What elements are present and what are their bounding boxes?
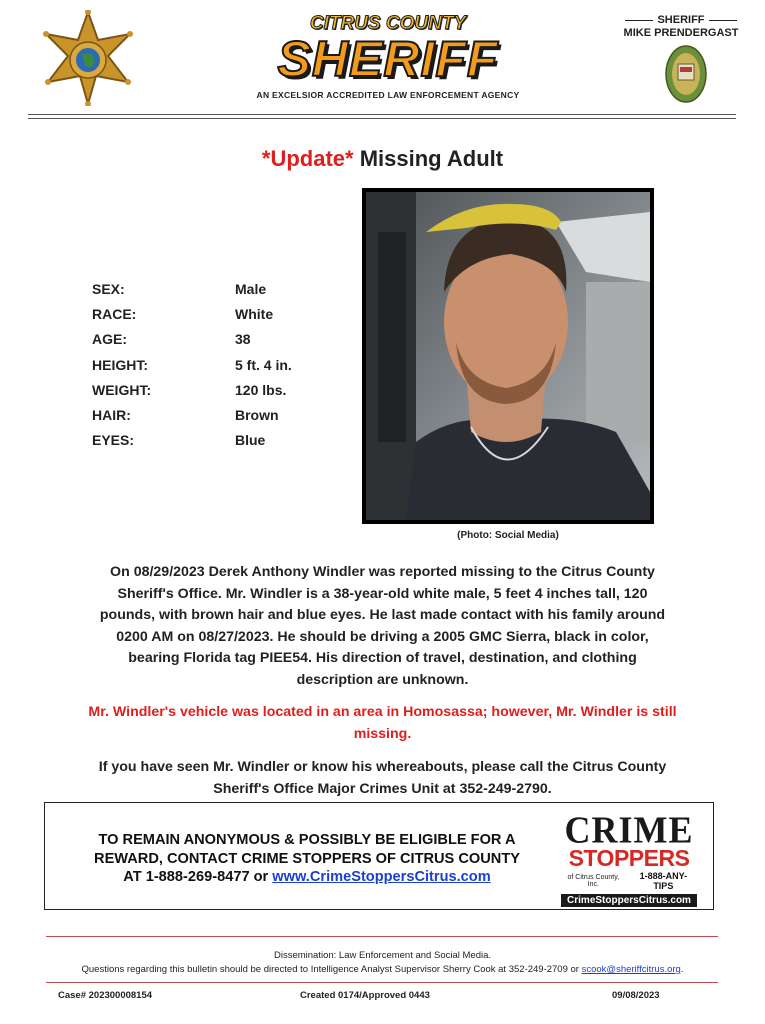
dissemination-text: Dissemination: Law Enforcement and Social Media. [273, 950, 492, 961]
divider [625, 20, 653, 21]
cs-line: REWARD, CONTACT CRIME STOPPERS OF CITRUS COUNTY [94, 850, 520, 867]
info-label: RACE: [92, 305, 137, 322]
info-value: 38 [235, 331, 251, 348]
crime-stoppers-logo [561, 809, 697, 906]
update-line: Mr. Windler's vehicle was located in an area in Homosassa; however, Mr. Windler is still [88, 704, 677, 720]
bulletin-date: 09/08/2023 [612, 990, 660, 1001]
title-text: Missing Adult [359, 146, 504, 171]
sheriff-seal-emblem [664, 44, 708, 104]
crime-stoppers-box [44, 802, 714, 910]
cs-line [67, 868, 547, 887]
logo-crime: CRIME [564, 809, 694, 851]
sheriff-label: SHERIFF [657, 14, 705, 26]
subject-photo [362, 188, 654, 524]
photo-credit: (Photo: Social Media) [457, 530, 559, 541]
info-row-height [92, 352, 292, 377]
info-value: Blue [235, 432, 266, 449]
email-link[interactable]: scook@sheriffcitrus.org [581, 964, 681, 975]
sheriff-star-badge [40, 10, 136, 106]
logo-phone: 1-888-ANY-TIPS [639, 871, 688, 891]
cs-phone-text: AT 1-888-269-8477 or [123, 869, 273, 885]
narrative-line: 0200 AM on 08/27/2023. He should be driving a 2005 GMC Sierra, black in color, [116, 628, 649, 645]
info-label: EYES: [92, 432, 135, 449]
header-divider [28, 114, 736, 115]
subject-info-table [92, 276, 292, 453]
created-approved: Created 0174/Approved 0443 [300, 990, 430, 1001]
info-label: AGE: [92, 331, 127, 348]
info-value: Brown [235, 407, 279, 424]
header-divider [28, 118, 736, 119]
info-row-hair [92, 402, 292, 427]
narrative-line: description are unknown. [296, 671, 469, 688]
info-value: 120 lbs. [235, 381, 287, 398]
contact-line: Sheriff's Office Major Crimes Unit at 352-249-2790. [213, 780, 552, 797]
logo-web: CrimeStoppersCitrus.com [561, 894, 697, 907]
info-row-sex [92, 276, 292, 301]
narrative-line: bearing Florida tag PIEE54. His direction of travel, destination, and clothing [128, 650, 637, 667]
narrative-line: On 08/29/2023 Derek Anthony Windler was reported missing to the Citrus County [110, 564, 655, 580]
case-number: Case# 202300008154 [58, 990, 153, 1001]
page-title [0, 146, 765, 172]
crime-stoppers-text [67, 831, 547, 887]
cs-line: TO REMAIN ANONYMOUS & POSSIBLY BE ELIGIBLE FOR A [98, 832, 516, 848]
questions-text [0, 964, 765, 975]
narrative-paragraph [40, 562, 725, 692]
info-label: HEIGHT: [92, 356, 148, 373]
photo-image [366, 192, 650, 520]
update-line: missing. [353, 725, 412, 742]
info-row-age [92, 327, 292, 352]
update-label: *Update* [261, 146, 354, 171]
logo-top-text: CITRUS COUNTY [309, 13, 467, 34]
update-paragraph [40, 702, 725, 745]
info-row-weight [92, 377, 292, 402]
narrative-line: pounds, with brown hair and blue eyes. He last made contact with his family around [99, 607, 666, 624]
sheriff-name: MIKE PRENDERGAST [623, 27, 739, 39]
questions-suffix: . [680, 964, 684, 975]
sheriff-name-block [606, 14, 756, 39]
footer-divider [46, 982, 718, 983]
info-label: WEIGHT: [92, 381, 152, 398]
logo-main-text: SHERIFF [277, 31, 499, 87]
logo-small-text: of Citrus County, Inc. [567, 874, 620, 888]
info-value: White [235, 305, 274, 322]
info-value: Male [235, 280, 267, 297]
info-label: HAIR: [92, 407, 131, 424]
narrative-line: Sheriff's Office. Mr. Windler is a 38-year-old white male, 5 feet 4 inches tall, 120 [117, 585, 648, 602]
citrus-county-sheriff-logo [248, 14, 528, 104]
info-label: SEX: [92, 280, 125, 297]
logo-stoppers: STOPPERS [568, 845, 690, 871]
crime-stoppers-link[interactable]: www.CrimeStoppersCitrus.com [272, 869, 491, 885]
divider [709, 20, 737, 21]
footer-divider [46, 936, 718, 937]
info-value: 5 ft. 4 in. [235, 356, 292, 373]
questions-prefix: Questions regarding this bulletin should be directed to Intelligence Analyst Supervisor Sherry Cook at 352-249-2709 or [81, 964, 582, 975]
contact-paragraph [40, 757, 725, 800]
logo-subtitle: AN EXCELSIOR ACCREDITED LAW ENFORCEMENT AGENCY [256, 90, 520, 100]
info-row-eyes [92, 428, 292, 453]
contact-line: If you have seen Mr. Windler or know his whereabouts, please call the Citrus County [98, 759, 667, 775]
info-row-race [92, 301, 292, 326]
